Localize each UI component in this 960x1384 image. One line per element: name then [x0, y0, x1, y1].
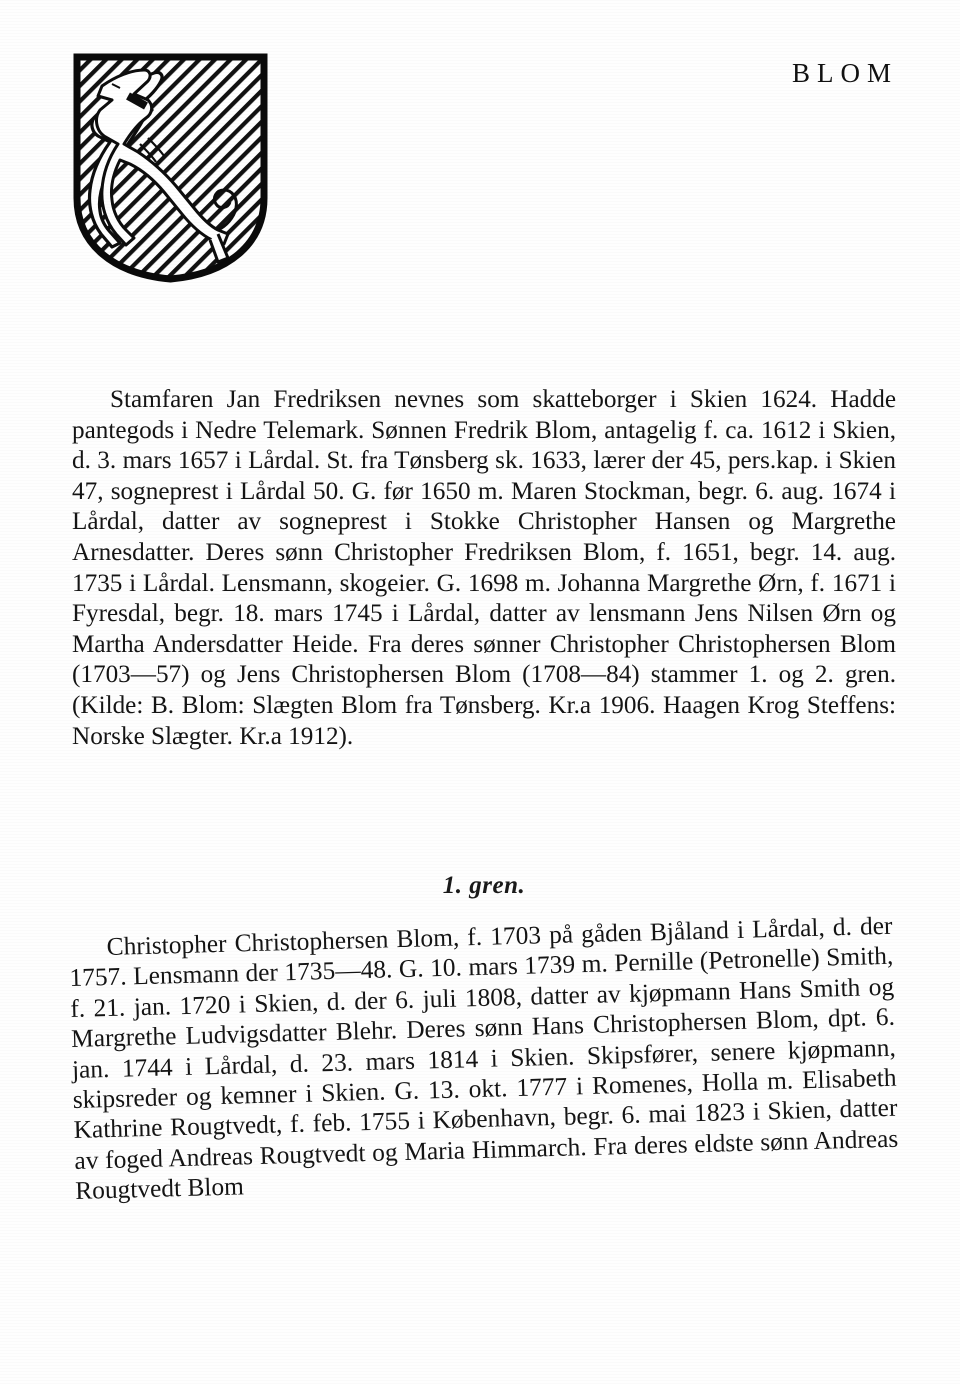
branch-paragraph-block	[68, 911, 899, 1207]
page-header	[0, 40, 960, 300]
branch-paragraph: Christopher Christophersen Blom, f. 1703 på gåden Bjåland i Lårdal, d. der 1757. Lensmann der 1735—48. G. 10. mars 1739 m. Pernille (Petronelle) Smith, f. 21. jan. 1720 i Skien, d. der 6. juli 1808, datter av kjøpmann Hans Smith og Margrethe Ludvigsdatter Blehr. Deres sønn Hans Christophersen Blom, dpt. 6. jan. 1744 i Lårdal, d. 23. mars 1814 i Skien. Skipsfører, senere kjøpmann, skipsreder og kemner i Skien. G. 13. okt. 1777 i Romenes, Holla m. Elisabeth Kathrine Rougtvedt, f. feb. 1755 i København, begr. 6. mai 1823 i Skien, datter av foged Andreas Rougtvedt og Maria Himmarch. Fra deres eldste sønn Andreas Rougtvedt Blom	[69, 911, 899, 1206]
running-head-title: BLOM	[791, 58, 898, 88]
branch-heading: 1. gren.	[442, 872, 526, 899]
intro-paragraph: Stamfaren Jan Fredriksen nevnes som skatteborger i Skien 1624. Hadde pantegods i Nedre Telemark. Sønnen Fredrik Blom, antagelig f. ca. 1612 i Skien, d. 3. mars 1657 i Lårdal. St. fra Tønsberg sk. 1633, lærer der 45, pers.kap. i Skien 47, sogneprest i Lårdal 50. G. før 1650 m. Maren Stockman, begr. 6. aug. 1674 i Lårdal, datter av sogneprest i Stokke Christopher Hansen og Margrethe Arnesdatter. Deres sønn Christopher Fredriksen Blom, f. 1651, begr. 14. aug. 1735 i Lårdal. Lensmann, skogeier. G. 1698 m. Johanna Margrethe Ørn, f. 1671 i Fyresdal, begr. 18. mars 1745 i Lårdal, datter av lensmann Jens Nilsen Ørn og Martha Andersdatter Heide. Fra deres sønner Christopher Christophersen Blom (1703—57) og Jens Christophersen Blom (1708—84) stammer 1. og 2. gren. (Kilde: B. Blom: Slægten Blom fra Tønsberg. Kr.a 1906. Haagen Krog Steffens: Norske Slægter. Kr.a 1912).	[72, 386, 896, 750]
heraldic-shield-icon	[68, 48, 273, 288]
